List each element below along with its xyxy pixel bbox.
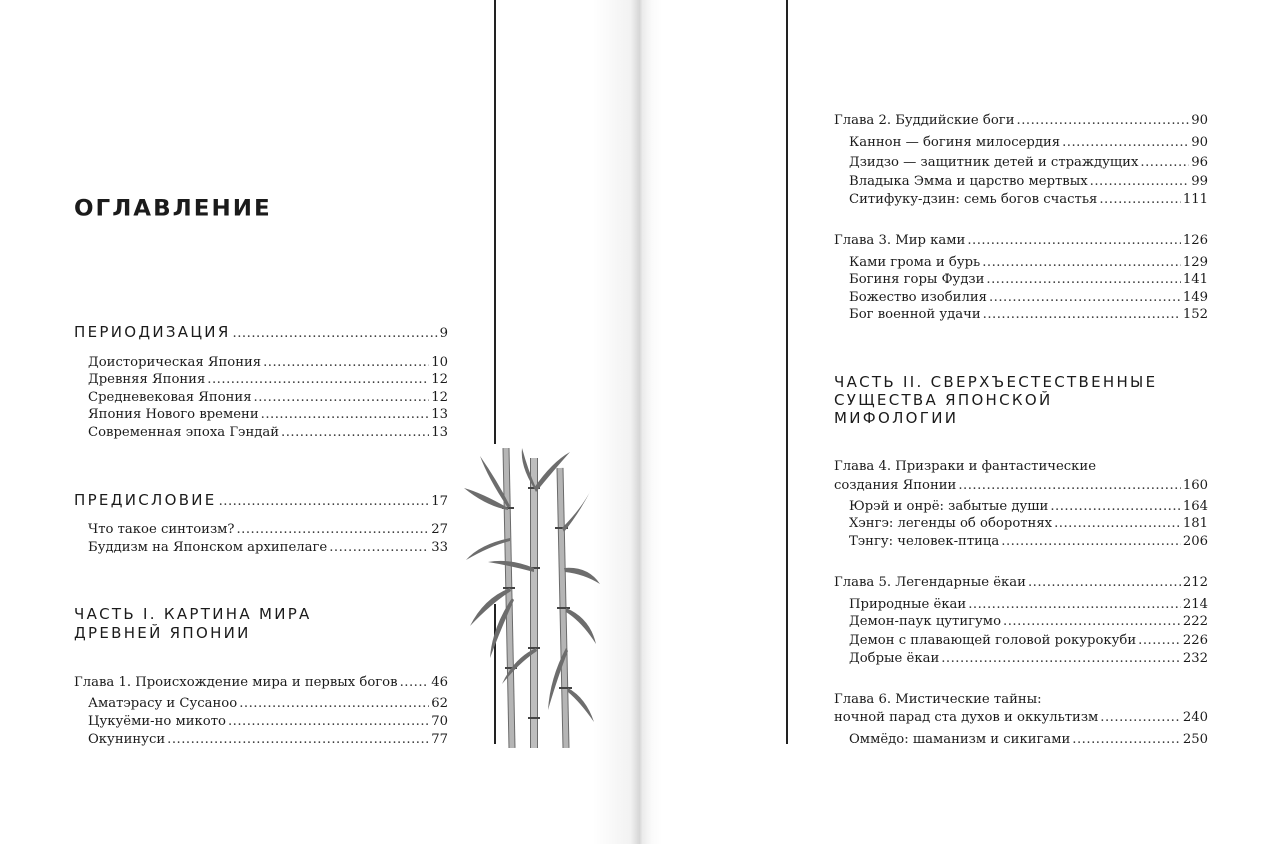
part2-heading-line3: МИФОЛОГИИ [834, 409, 959, 427]
entry-title: Что такое синтоизм? [88, 522, 235, 537]
leader-dots [1003, 613, 1181, 631]
entry-title: Япония Нового времени [88, 407, 259, 422]
book-gutter-shadow [592, 0, 662, 844]
entry-page: 240 [1182, 710, 1208, 725]
entry-title: Глава 5. Легендарные ёкаи [834, 575, 1026, 590]
entry-title: Демон с плавающей головой рокурокуби [849, 633, 1137, 648]
part1-heading-line1: ЧАСТЬ I. КАРТИНА МИРА [74, 605, 312, 623]
leader-dots [958, 477, 1180, 495]
toc-entry[interactable] [849, 271, 1208, 289]
right-vertical-rule [786, 0, 788, 744]
entry-title: Природные ёкаи [849, 597, 967, 612]
entry-title: Владыка Эмма и царство мертвых [849, 174, 1088, 189]
toc-entry[interactable] [88, 713, 448, 731]
leader-dots [1017, 112, 1190, 130]
leader-dots [400, 674, 430, 692]
toc-entry[interactable] [88, 389, 448, 407]
toc-entry[interactable] [849, 134, 1208, 152]
toc-entry[interactable] [88, 424, 448, 442]
entry-page: 99 [1191, 174, 1208, 189]
entry-page: 10 [431, 355, 448, 370]
entry-page: 27 [431, 522, 448, 537]
part2-heading-line1: ЧАСТЬ II. СВЕРХЪЕСТЕСТВЕННЫЕ [834, 373, 1158, 391]
toc-entry[interactable] [88, 731, 448, 749]
entry-title: Ками грома и бурь [849, 255, 981, 270]
toc-entry[interactable] [849, 515, 1208, 533]
leader-dots [233, 325, 438, 343]
entry-page: 13 [431, 425, 448, 440]
entry-title: Глава 3. Мир ками [834, 233, 966, 248]
entry-page: 12 [431, 372, 448, 387]
leader-dots [1090, 173, 1190, 191]
toc-entry[interactable] [849, 254, 1208, 272]
toc-entry-periodization[interactable] [74, 323, 448, 343]
leader-dots [254, 389, 430, 407]
leader-dots [967, 232, 1181, 250]
toc-entry-chapter6[interactable] [834, 709, 1208, 727]
entry-title: Юрэй и онрё: забытые души [849, 499, 1049, 514]
toc-entry-chapter5[interactable] [834, 574, 1208, 592]
leader-dots [989, 289, 1181, 307]
entry-page: 77 [431, 732, 448, 747]
entry-page: 250 [1182, 732, 1208, 747]
toc-entry-chapter1[interactable] [74, 674, 448, 692]
toc-entry-chapter3[interactable] [834, 232, 1208, 250]
toc-entry[interactable] [849, 533, 1208, 551]
toc-entry-preface[interactable] [74, 491, 448, 511]
toc-entry-chapter4[interactable] [834, 477, 1208, 495]
toc-entry[interactable] [849, 498, 1208, 516]
leader-dots [239, 695, 429, 713]
toc-entry[interactable] [88, 406, 448, 424]
leader-dots [1099, 191, 1180, 209]
entry-page: 9 [439, 326, 448, 341]
entry-page: 46 [431, 675, 448, 690]
entry-page: 214 [1182, 597, 1208, 612]
toc-entry[interactable] [88, 354, 448, 372]
entry-page: 62 [431, 696, 448, 711]
leader-dots [207, 371, 429, 389]
toc-entry[interactable] [849, 154, 1208, 172]
entry-title: Доисторическая Япония [88, 355, 262, 370]
entry-page: 149 [1182, 290, 1208, 305]
entry-title: Древняя Япония [88, 372, 206, 387]
entry-title: создания Японии [834, 478, 957, 493]
leader-dots [1062, 134, 1189, 152]
toc-entry[interactable] [849, 306, 1208, 324]
entry-page: 206 [1182, 534, 1208, 549]
chapter4-title-line1: Глава 4. Призраки и фантастические [834, 459, 1097, 474]
leader-dots [261, 406, 430, 424]
entry-title: Окунинуси [88, 732, 166, 747]
entry-title: Дзидзо — защитник детей и страждущих [849, 155, 1139, 170]
entry-page: 222 [1182, 614, 1208, 629]
leader-dots [1001, 533, 1181, 551]
entry-page: 141 [1182, 272, 1208, 287]
entry-title: Каннон — богиня милосердия [849, 135, 1061, 150]
leader-dots [1050, 498, 1180, 516]
left-vertical-rule-top [494, 0, 496, 444]
entry-page: 17 [431, 494, 448, 509]
entry-page: 33 [431, 540, 448, 555]
entry-page: 13 [431, 407, 448, 422]
entry-title: Глава 1. Происхождение мира и первых богов [74, 675, 398, 690]
toc-entry[interactable] [88, 371, 448, 389]
leader-dots [1028, 574, 1181, 592]
leader-dots [263, 354, 429, 372]
leader-dots [329, 539, 429, 557]
toc-entry-chapter2[interactable] [834, 112, 1208, 130]
toc-entry[interactable] [849, 731, 1208, 749]
entry-title: Демон-паук цутигумо [849, 614, 1002, 629]
entry-title: Буддизм на Японском архипелаге [88, 540, 328, 555]
entry-title: ПЕРИОДИЗАЦИЯ [74, 323, 231, 341]
leader-dots [968, 596, 1181, 614]
entry-title: Цукуёми-но микото [88, 714, 226, 729]
toc-entry[interactable] [849, 650, 1208, 668]
entry-title: Современная эпоха Гэндай [88, 425, 279, 440]
leader-dots [281, 424, 429, 442]
entry-title: Ситифуку-дзин: семь богов счастья [849, 192, 1098, 207]
entry-page: 111 [1182, 192, 1208, 207]
entry-title: Хэнгэ: легенды об оборотнях [849, 516, 1053, 531]
entry-title: Средневековая Япония [88, 390, 252, 405]
toc-entry[interactable] [849, 613, 1208, 631]
toc-entry[interactable] [88, 539, 448, 557]
entry-title: Оммёдо: шаманизм и сикигами [849, 732, 1071, 747]
entry-page: 160 [1182, 478, 1208, 493]
toc-entry[interactable] [849, 191, 1208, 209]
entry-page: 126 [1182, 233, 1208, 248]
entry-page: 164 [1182, 499, 1208, 514]
leader-dots [219, 493, 430, 511]
toc-entry[interactable] [88, 521, 448, 539]
leader-dots [228, 713, 429, 731]
leader-dots [167, 731, 429, 749]
entry-page: 96 [1191, 155, 1208, 170]
entry-page: 232 [1182, 651, 1208, 666]
entry-title: ПРЕДИСЛОВИЕ [74, 491, 217, 509]
entry-title: ночной парад ста духов и оккультизм [834, 710, 1099, 725]
entry-title: Тэнгу: человек-птица [849, 534, 1000, 549]
entry-title: Аматэрасу и Сусаноо [88, 696, 238, 711]
entry-page: 152 [1182, 307, 1208, 322]
leader-dots [983, 306, 1181, 324]
part1-heading-line2: ДРЕВНЕЙ ЯПОНИИ [74, 624, 251, 642]
leader-dots [1054, 515, 1181, 533]
entry-page: 226 [1182, 633, 1208, 648]
entry-page: 181 [1182, 516, 1208, 531]
entry-page: 129 [1182, 255, 1208, 270]
part2-heading-line2: СУЩЕСТВА ЯПОНСКОЙ [834, 391, 1053, 409]
entry-page: 90 [1191, 113, 1208, 128]
entry-page: 212 [1182, 575, 1208, 590]
toc-entry[interactable] [849, 632, 1208, 650]
entry-title: Глава 2. Буддийские боги [834, 113, 1015, 128]
leader-dots [986, 271, 1180, 289]
entry-page: 12 [431, 390, 448, 405]
entry-title: Богиня горы Фудзи [849, 272, 985, 287]
chapter6-title-line1: Глава 6. Мистические тайны: [834, 692, 1042, 707]
entry-page: 90 [1191, 135, 1208, 150]
entry-page: 70 [431, 714, 448, 729]
leader-dots [941, 650, 1181, 668]
entry-title: Божество изобилия [849, 290, 987, 305]
entry-title: Бог военной удачи [849, 307, 981, 322]
leader-dots [1072, 731, 1181, 749]
toc-entry[interactable] [88, 695, 448, 713]
leader-dots [1138, 632, 1181, 650]
entry-title: Добрые ёкаи [849, 651, 940, 666]
toc-entry[interactable] [849, 596, 1208, 614]
leader-dots [1140, 154, 1189, 172]
toc-entry[interactable] [849, 173, 1208, 191]
leader-dots [982, 254, 1181, 272]
toc-entry[interactable] [849, 289, 1208, 307]
toc-title: ОГЛАВЛЕНИЕ [74, 196, 272, 222]
leader-dots [1100, 709, 1181, 727]
bamboo-illustration [462, 448, 602, 748]
leader-dots [236, 521, 429, 539]
